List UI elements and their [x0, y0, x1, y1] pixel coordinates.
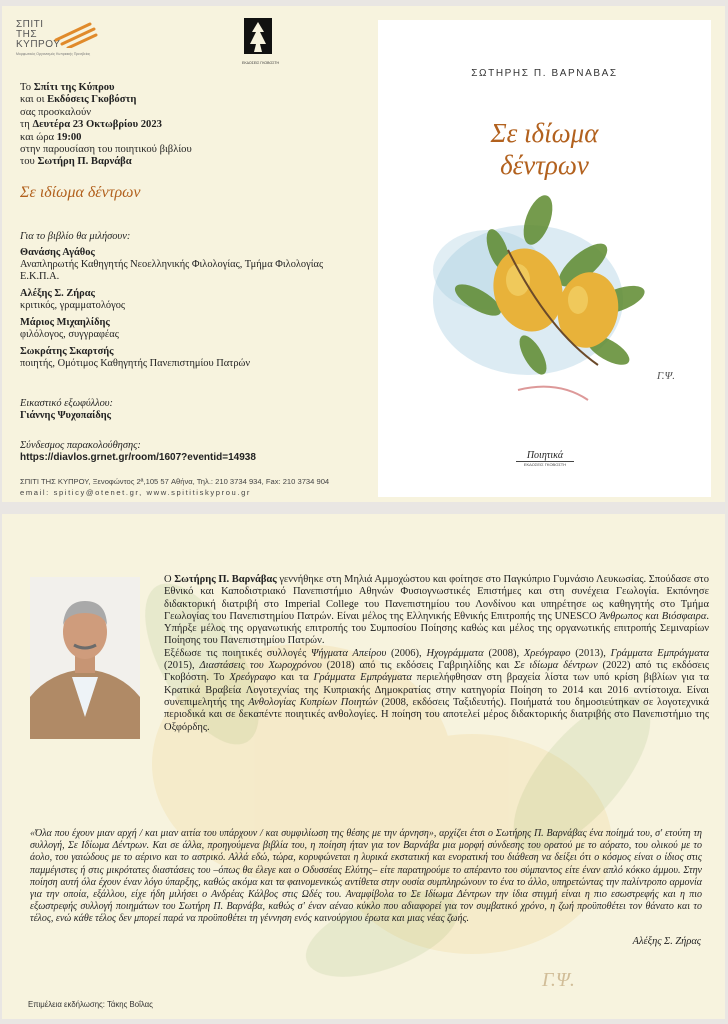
livestream-link[interactable]: https://diavlos.grnet.gr/room/1607?eventid=14938 [20, 452, 256, 463]
spiti-logo-text-1: ΣΠΙΤΙ [16, 19, 44, 30]
invitation-back-panel [2, 514, 725, 1019]
quote-text: «Όλα που έχουν μιαν αρχή / και μιαν αιτία του υπάρχουν / και συμφιλίωση της θέσης με την άρνηση», αρχίζει έτσι ο Σωτήρης Π. Βαρνάβας ένα ποίημά του, σ' ετούτη τη συλλογή, Σε Ιδίωμα Δέντρων. Και σε άλλα, προηγούμενα βιβλία του, η ποίηση ήταν για τον Βαρνάβα μια μορφή σύνδεσης του ορατού με το αόρατο, του ολικού με το άολο, του γαιώδους με το αέρινο και το αστρικό. Αλλά εδώ, τώρα, κορυφώνεται η λυρικά εκστατική και ενορατική του διάθεση να δείξει ότι ο κόσμος είναι ο ίδιος στις παμμέγιστες ή στις μικρότατες διαστάσεις του –όπως θα έλεγε και ο Οδυσσέας Ελύτης– είτε παρατηρούμε το απέραντο του σύμπαντος είτε έναν απλό κόκκο άμμου. Στην ποίηση αυτή όλα έχουν έναν λόγο ύπαρξης, καθώς ακόμα και τα φαινομενικώς αντίθετα στην ουσία συμπληρώνουν το ένα το άλλο, υπηρετώντας την παλίντροπο αρμονία για την οποία, εξάλλου, είχε ήδη μιλήσει ο Ανδρέας Κάλβος στις Ωδές του. Αναμφίβολα το Σε Ιδίωμα Δέντρων την ίδια στιγμή είναι η πιο εσωστρεφής και η πιο εξωστρεφής συλλογή ποιημάτων του Σωτήρη Π. Βαρνάβα, καθώς σ' έναν αέναο κύκλο που αδιαφορεί για τον συμβατικό χρόνο, η ζωή προϋποθέτει τον θάνατο και το τέλος, ενώ κάθε τέλος δεν μπορεί παρά να προϋποθέτει τη γέννηση ενός καινούργιου έρωτα και μιας νέας ζωής. [30, 828, 702, 925]
spiti-logo-subtitle: Μορφωτικός Οργανισμός Κυπριακής Πρεσβείας [16, 52, 91, 56]
speaker-description: ποιητής, Ομότιμος Καθηγητής Πανεπιστημίου Πατρών [20, 358, 251, 369]
speaker-name: Αλέξης Σ. Ζήρας [20, 288, 95, 299]
speakers-intro: Για το βιβλίο θα μιλήσουν: [20, 231, 131, 242]
livestream-section: Σύνδεσμος παρακολούθησης: https://diavlos.grnet.gr/room/1607?eventid=14938 [20, 440, 360, 464]
book-title: Σε ιδίωμα δέντρων [20, 184, 141, 201]
gkovosti-logo-text: ΕΚΔΟΣΕΙΣ ΓΚΟΒΟΣΤΗ [242, 61, 280, 65]
speaker [20, 247, 360, 283]
spiti-tis-kyprou-logo [16, 18, 100, 64]
speaker [20, 317, 360, 341]
speaker [20, 346, 360, 370]
spiti-logo-text-3: ΚΥΠΡΟΥ [16, 39, 61, 50]
speaker [20, 288, 360, 312]
poet-name: Σωτήρη Π. Βαρνάβα [37, 156, 132, 168]
author-photo [30, 577, 140, 739]
bio-paragraph-2: Εξέδωσε τις ποιητικές συλλογές Ψήγματα Απείρου (2006), Ηχογράμματα (2008), Χρεόγραφο (2013), Γράμματα Εμπράγματα (2015), Διαστάσεις του Χωροχρόνου (2018) από τις εκδόσεις Γαβριηλίδης και Σε ιδίωμα δέντρων (2022) από τις εκδόσεις Γκοβόστη. Το Χρεόγραφο και τα Γράμματα Εμπράγματα περιελήφθησαν στη βραχεία λίστα των υπό κρίση βιβλίων για τα Κρατικά Βραβεία Λογοτεχνίας της Κυπριακής Δημοκρατίας στην κατηγορία Ποίηση το 2014 και 2016 αντίστοιχα. Είναι συνεπιμελητής της Ανθολογίας Κυπρίων Ποιητών (2008, εκδόσεις Ταξιδευτής). Ποιήματά του δημοσιεύτηκαν σε λογοτεχνικά περιοδικά και σε δεκαπέντε ποιητικές ανθολογίες. Η ποίηση του αποτελεί μέρος διδακτορικής διατριβής στο Πανεπιστήμιο της Οξφόρδης. [164, 647, 710, 733]
quote-author: Αλέξης Σ. Ζήρας [632, 936, 701, 947]
gkovosti-logo [242, 18, 280, 65]
book-cover [378, 20, 711, 497]
gkovosti-logo-mark [242, 18, 274, 56]
cover-publisher: Ποιητικά ΕΚΔΟΣΕΙΣ ΓΚΟΒΟΣΤΗ [516, 450, 574, 467]
speaker-name: Θανάσης Αγάθος [20, 247, 95, 258]
host-name: Σπίτι της Κύπρου [33, 82, 115, 93]
event-date: Δευτέρα 23 Οκτωβρίου 2023 [32, 119, 162, 131]
speaker-name: Σωκράτης Σκαρτσής [20, 346, 114, 357]
event-time: 19:00 [56, 131, 82, 143]
watermark-signature: Γ.Ψ. [542, 969, 575, 991]
invitation-front-panel [2, 6, 725, 502]
spiti-logo-text-2: ΤΗΣ [16, 29, 38, 40]
event-curator-credit: Επιμέλεια εκδήλωσης: Τάκης Βοΐλας [28, 1000, 153, 1009]
speaker-description: κριτικός, γραμματολόγος [20, 300, 126, 311]
bio-paragraph-1: Ο Σωτήρης Π. Βαρνάβας γεννήθηκε στη Μηλιά Αμμοχώστου και φοίτησε στο Παγκύπριο Γυμνάσιο Λευκωσίας. Σπούδασε στο Εθνικό και Καποδιστριακό Πανεπιστήμιο Αθηνών Φυσιογνωστικές Επιστήμες και στη συνέχεια Γεωλογία. Εκπόνησε διδακτορική διατριβή στο Imperial College του Πανεπιστημίου του Λονδίνου και υπηρέτησε ως καθηγητής στο Τμήμα Γεωλογίας του Πανεπιστημίου Πατρών. Είναι μέλος της Ελληνικής Εθνικής Επιτροπής της UNESCO Άνθρωπος και Βιόσφαιρα. Υπήρξε μέλος της οργανωτικής επιτροπής του Συμποσίου Ποίησης καθώς και μέλος της οργανωτικής επιτροπής Σεμιναρίων Ποίησης του Πανεπιστημίου Πατρών. [164, 574, 709, 647]
critic-quote [30, 828, 702, 926]
speaker-name: Μάριος Μιχαηλίδης [20, 317, 110, 328]
cover-artwork-lemons [378, 190, 711, 450]
contact-email-web[interactable]: email: spiticy@otenet.gr, www.spititiskyprou.gr [20, 488, 252, 497]
cover-title: Σε ιδίωμα δέντρων [490, 118, 599, 180]
invitation-text: Το Σπίτι της Κύπρου και οι Εκδόσεις Γκοβόστη σας προσκαλούν τη Δευτέρα 23 Οκτωβρίου 2023 και ώρα 19:00 στην παρουσίαση του ποιητικού βιβλίου του Σωτήρη Π. Βαρνάβα [20, 82, 192, 168]
speaker-description: φιλόλογος, συγγραφέας [20, 329, 119, 340]
cover-art-credit: Εικαστικό εξωφύλλου: Γιάννης Ψυχοπαίδης [20, 398, 350, 422]
contact-address: ΣΠΙΤΙ ΤΗΣ ΚΥΠΡΟΥ, Ξενοφώντος 2ª,105 57 Αθήνα, Τηλ.: 210 3734 934, Fax: 210 3734 904 [20, 477, 330, 486]
author-biography [164, 574, 709, 734]
contact-info [20, 476, 370, 498]
author-portrait [30, 577, 140, 739]
cover-signature: Γ.Ψ. [656, 370, 675, 382]
speakers-list [20, 231, 360, 375]
publisher-name: Εκδόσεις Γκοβόστη [47, 94, 137, 106]
speaker-description: Αναπληρωτής Καθηγητής Νεοελληνικής Φιλολογίας, Τμήμα Φιλολογίας Ε.Κ.Π.Α. [20, 259, 324, 282]
cover-artist-name: Γιάννης Ψυχοπαίδης [20, 410, 112, 421]
cover-author: ΣΩΤΗΡΗΣ Π. ΒΑΡΝΑΒΑΣ [471, 68, 618, 79]
